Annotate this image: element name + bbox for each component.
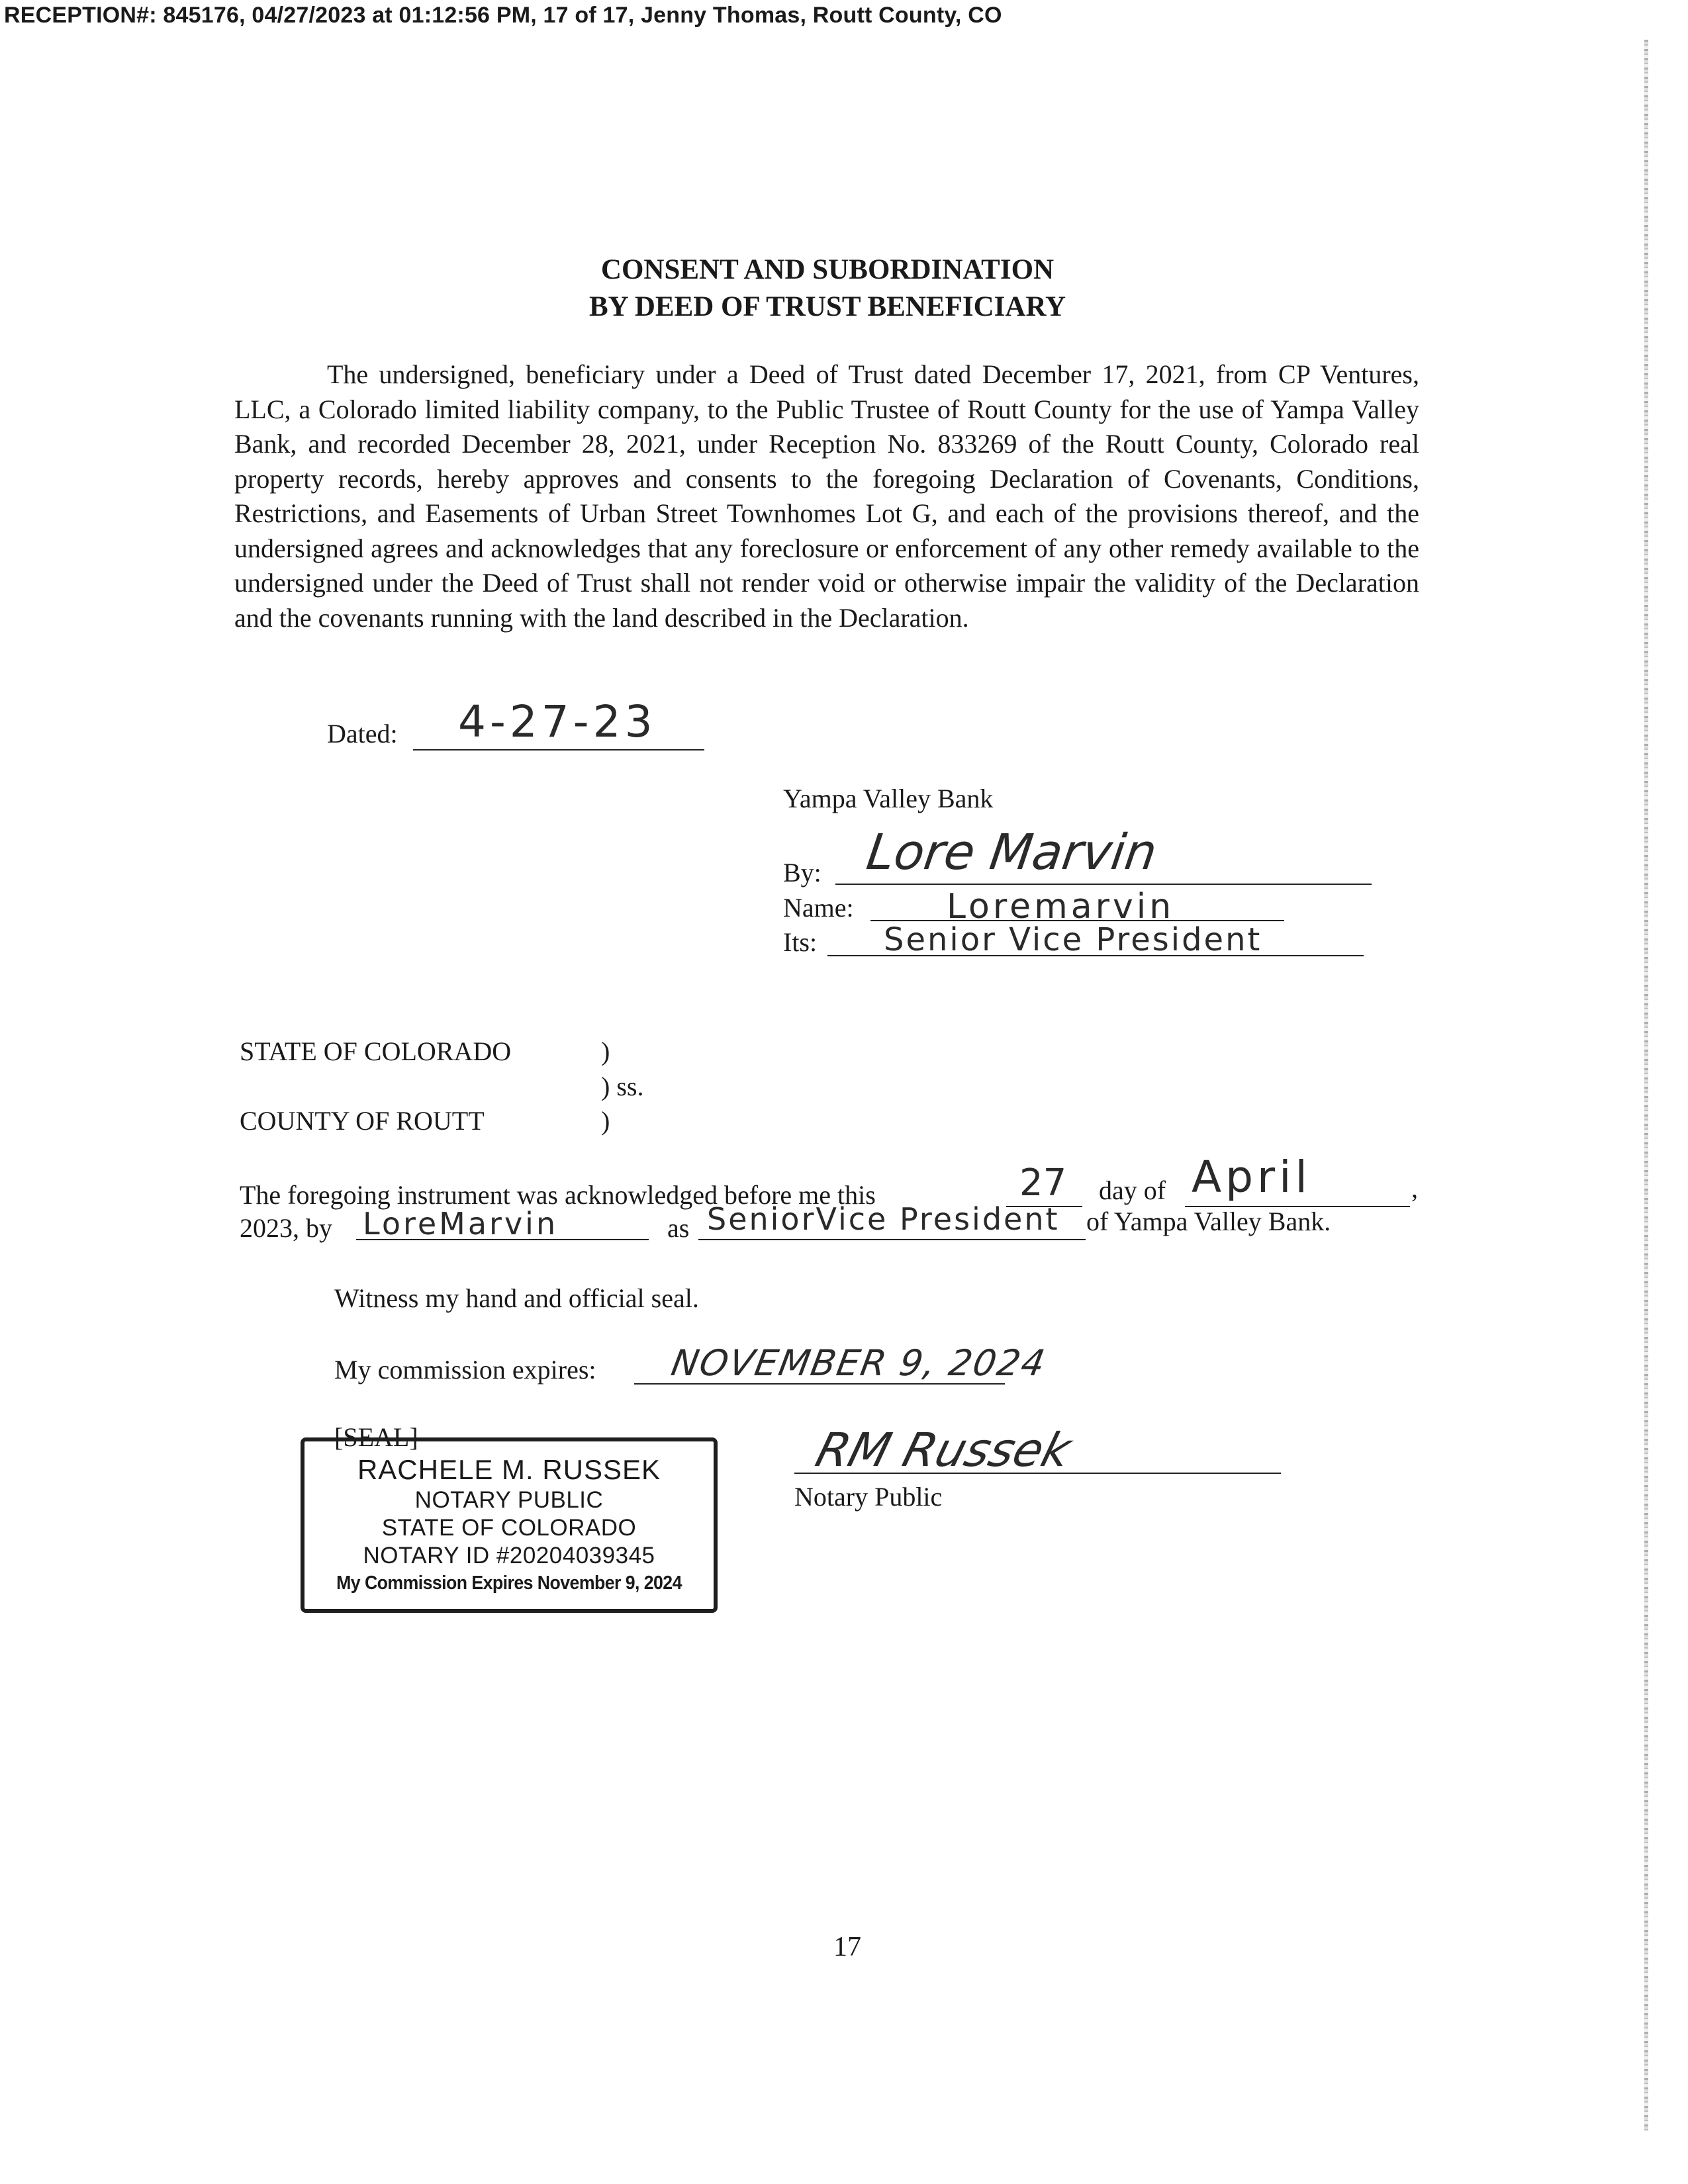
consent-paragraph: The undersigned, beneficiary under a Deed of Trust dated December 17, 2021, from CP Ventures, LLC, a Colorado limited liability company, to the Public Trustee of Routt County for the use of Yampa Valley Bank, and recorded December 28, 2021, under Reception No. 833269 of the Routt County, Colorado real property records, hereby approves and consents to the foregoing Declaration of Covenants, Conditions, Restrictions, and Easements of Urban Street Townhomes Lot G, and each of the provisions thereof, and the undersigned agrees and acknowledges that any foreclosure or enforcement of any other remedy available to the undersigned under the Deed of Trust shall not render void or otherwise impair the validity of the Declaration and the covenants running with the land described in the Declaration. — [234, 359, 1419, 633]
commission-label: My commission expires: — [334, 1355, 596, 1385]
seal-notary-id: NOTARY ID #20204039345 — [363, 1543, 655, 1569]
ack-text-1: The foregoing instrument was acknowledged before me this — [240, 1180, 876, 1210]
document-title — [0, 251, 1655, 326]
by-label: By: — [783, 858, 821, 887]
dated-label: Dated: — [327, 719, 398, 749]
venue-paren-1: ) — [601, 1036, 610, 1066]
notary-handwritten-signature: RM Russek — [810, 1423, 1077, 1477]
by-handwritten-signature: Lore Marvin — [863, 824, 1160, 881]
by-signature-line — [835, 884, 1372, 885]
ack-by-handwritten: LoreMarvin — [363, 1206, 559, 1242]
its-handwritten-value: Senior Vice President — [884, 921, 1262, 958]
notary-public-label: Notary Public — [794, 1482, 943, 1512]
bank-name: Yampa Valley Bank — [783, 784, 994, 813]
ack-text-3: 2023, by — [240, 1213, 332, 1243]
ack-month-handwritten: April — [1192, 1152, 1311, 1203]
witness-line: Witness my hand and official seal. — [334, 1283, 699, 1313]
ack-comma: , — [1411, 1173, 1418, 1203]
recording-stamp-header: RECEPTION#: 845176, 04/27/2023 at 01:12:56 PM, 17 of 17, Jenny Thomas, Routt County, CO — [4, 3, 1002, 28]
dated-underline — [413, 749, 704, 751]
venue-paren-2: ) — [601, 1106, 610, 1136]
ack-text-2: day of — [1099, 1175, 1166, 1205]
seal-notary-name: RACHELE M. RUSSEK — [357, 1454, 661, 1485]
venue-ss: ) ss. — [601, 1071, 644, 1101]
seal-label: [SEAL] — [334, 1422, 418, 1452]
state-of-colorado: STATE OF COLORADO — [240, 1036, 512, 1066]
commission-handwritten: NOVEMBER 9, 2024 — [668, 1342, 1050, 1384]
county-of-routt: COUNTY OF ROUTT — [240, 1106, 485, 1136]
page-number: 17 — [833, 1932, 861, 1962]
name-label: Name: — [783, 893, 854, 923]
ack-text-5: of Yampa Valley Bank. — [1086, 1206, 1331, 1236]
its-label: Its: — [783, 927, 818, 957]
ack-text-4: as — [667, 1213, 690, 1243]
ack-as-handwritten: SeniorVice President — [707, 1201, 1060, 1237]
scan-edge-artifact — [1644, 40, 1648, 2131]
notary-seal-stamp — [301, 1437, 718, 1613]
dated-handwritten-value: 4-27-23 — [458, 696, 657, 747]
seal-state: STATE OF COLORADO — [381, 1515, 637, 1541]
seal-commission-expiry: My Commission Expires November 9, 2024 — [336, 1572, 682, 1594]
ack-day-handwritten: 27 — [1019, 1161, 1067, 1205]
ack-as-line — [698, 1239, 1086, 1240]
title-line-2: BY DEED OF TRUST BENEFICIARY — [588, 291, 1066, 322]
seal-notary-public: NOTARY PUBLIC — [414, 1487, 604, 1513]
title-line-1: CONSENT AND SUBORDINATION — [600, 254, 1055, 285]
name-handwritten-value: Loremarvin — [947, 887, 1175, 927]
